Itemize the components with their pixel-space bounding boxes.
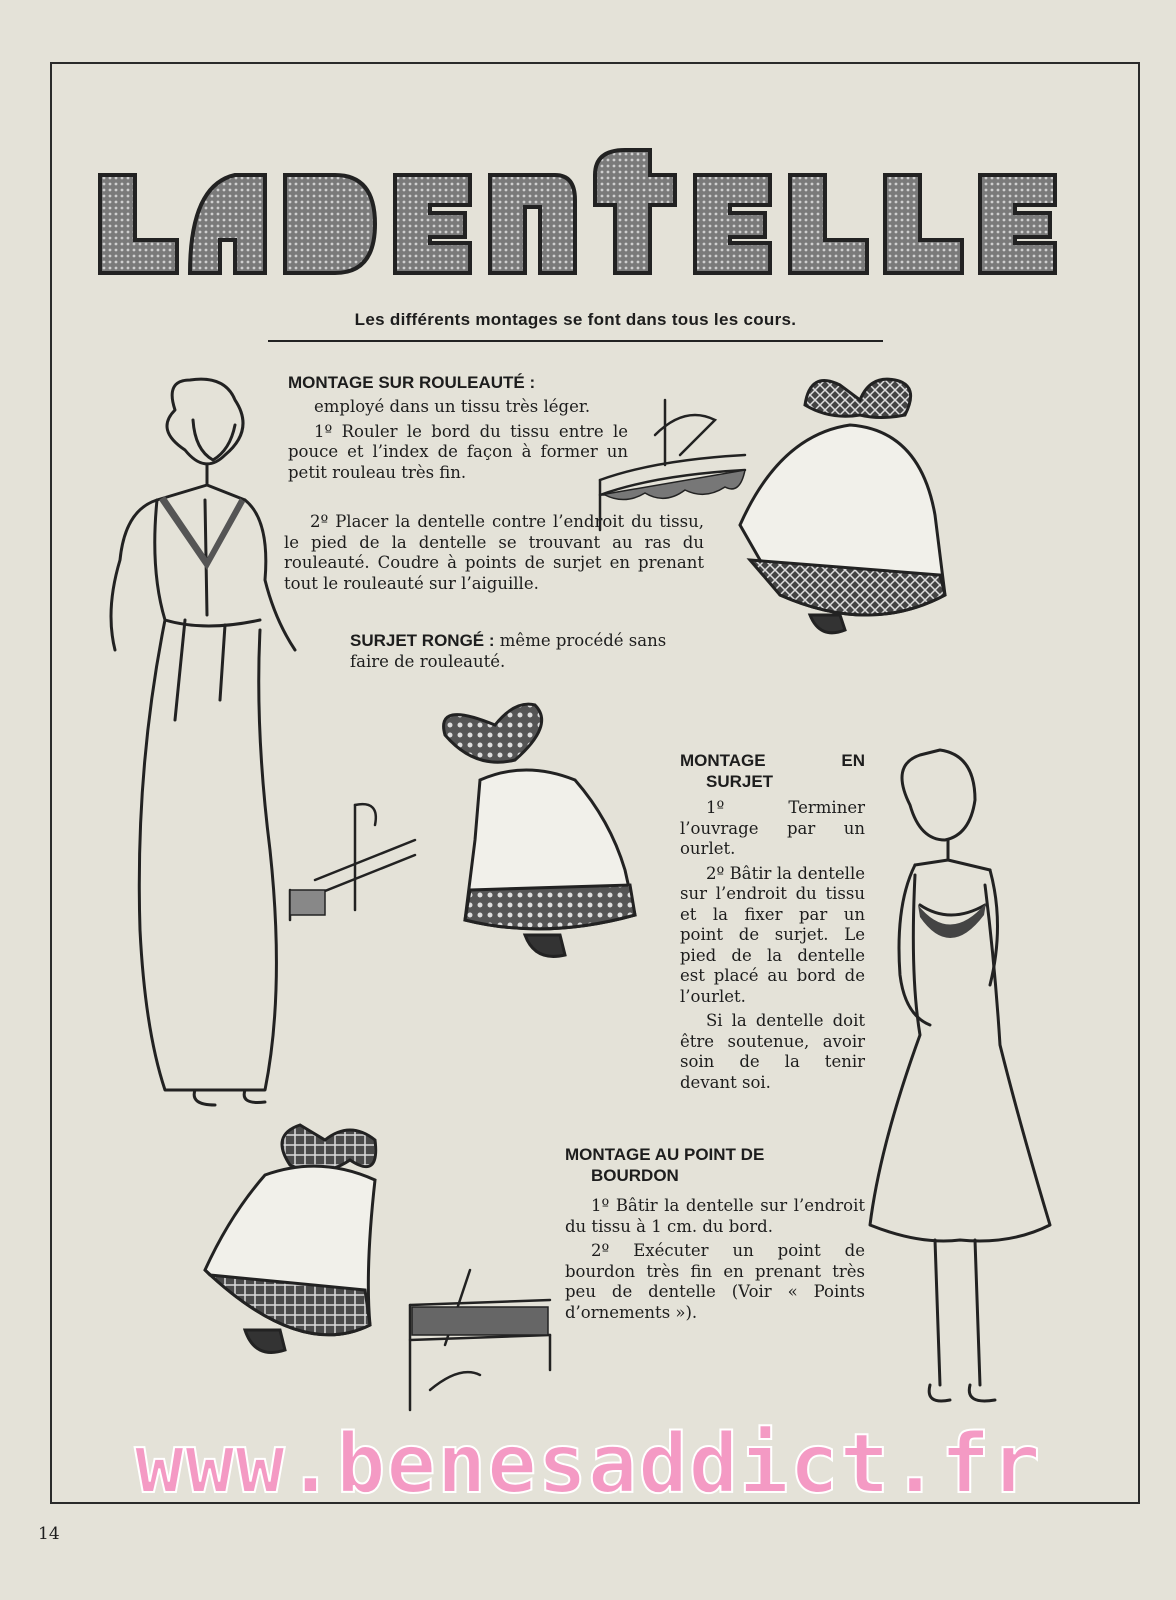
page-number: 14 [38,1524,60,1544]
rouleaute-paragraph-1: employé dans un tissu très léger. [314,397,591,416]
heading-rouleaute: MONTAGE SUR ROULEAUTÉ : [288,373,536,392]
heading-surjet-2: SURJET [706,772,774,791]
bourdon-paragraph-2: 2º Exécuter un point de bourdon très fin en prenant très peu de dentelle (Voir « Points d’ornements »). [565,1241,865,1322]
surjet-paragraph-1: 1º Terminer l’ouvrage par un ourlet. [680,798,865,858]
surjet-ronge-text: même procédé sans faire de rouleauté. [350,631,667,671]
woman-gown-illustration [95,370,325,1120]
section-surjet [680,750,865,1097]
section-bourdon [565,1144,865,1327]
heading-bourdon-2: BOURDON [591,1166,679,1185]
surjet-ronge-block [350,630,710,672]
bourdon-paragraph-1: 1º Bâtir la dentelle sur l’endroit du tissu à 1 cm. du bord. [565,1196,865,1236]
bell-ornament-surjet [435,700,675,980]
woman-slip-illustration [860,745,1070,1425]
rouleaute-paragraph-2: 1º Rouler le bord du tissu entre le pouce et l’index de façon à former un petit rouleau très fin. [288,421,628,482]
bell-ornament-bourdon [190,1120,410,1370]
heading-surjet-1: MONTAGE EN [680,751,865,770]
bourdon-stitch-illustration [400,1265,560,1420]
bell-ornament-rouleaute [720,375,990,645]
surjet-stitch-illustration [285,800,425,930]
surjet-paragraph-3: Si la dentelle doit être soutenue, avoir soin de la tenir devant soi. [680,1011,865,1092]
title-lettering [95,145,1075,280]
surjet-ronge-label: SURJET RONGÉ : [350,631,495,650]
section-rouleaute [288,372,628,487]
heading-bourdon-1: MONTAGE AU POINT DE [565,1145,765,1164]
watermark: www.benesaddict.fr [134,1417,1042,1512]
rouleaute-paragraph-3: 2º Placer la dentelle contre l’endroit du tissu, le pied de la dentelle se trouvant au ras du rouleauté. Coudre à points de surjet en prenant tout le rouleauté sur l’aiguille. [284,512,704,593]
surjet-paragraph-2: 2º Bâtir la dentelle sur l’endroit du tissu et la fixer par un point de surjet. Le pied de la dentelle est placé au bord de l’ourlet. [680,863,865,1006]
subtitle: Les différents montages se font dans tous les cours. [268,310,883,342]
